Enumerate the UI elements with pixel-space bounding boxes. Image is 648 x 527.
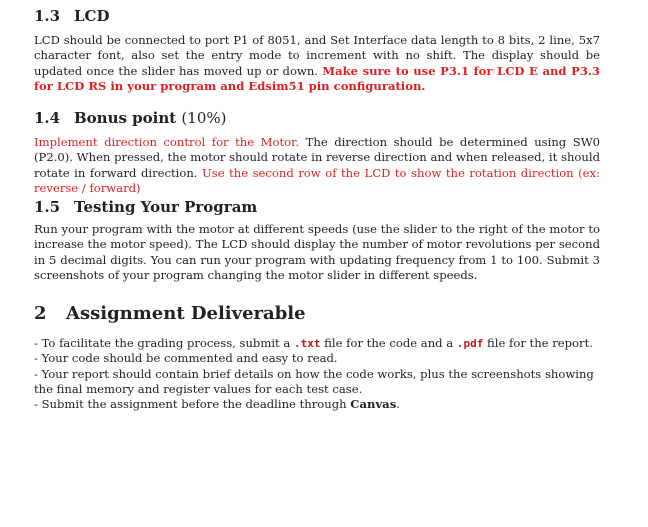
canvas-name: Canvas xyxy=(350,397,397,412)
bonus-paragraph xyxy=(34,135,600,196)
section-title: Testing Your Program xyxy=(74,198,258,216)
list-item-text: - Your report should contain brief details on how the code works, plus the screenshots showing the final memory and register values for each test case. xyxy=(34,366,594,396)
bonus-text: The direction should be determined using SW0 (P2.0). When pressed, the motor should rotate in reverse direction and when released, it should rotate in forward direction. xyxy=(34,135,600,180)
txt-extension: .txt xyxy=(294,337,321,350)
list-item-text: - To facilitate the grading process, submit a xyxy=(34,336,294,350)
pdf-extension: .pdf xyxy=(456,337,484,350)
section-number: 2 xyxy=(34,303,47,324)
bonus-direction-control: Implement direction control for the Motor. xyxy=(34,135,300,149)
list-item xyxy=(34,397,600,412)
list-item-text: file for the report. xyxy=(483,336,593,350)
list-item-text: - Your code should be commented and easy to read. xyxy=(34,351,338,366)
list-item-text: file for the code and a xyxy=(320,336,457,350)
section-title: Bonus point xyxy=(74,109,177,127)
list-item xyxy=(34,351,600,366)
section-number: 1.4 xyxy=(34,109,61,127)
bonus-lcd-row-note: Use the second row of the LCD to show the rotation direction (ex: reverse / forward) xyxy=(34,165,600,195)
section-heading-deliverable xyxy=(34,303,306,324)
section-heading-testing xyxy=(34,198,257,216)
bonus-points: (10%) xyxy=(181,109,227,127)
section-title: Assignment Deliverable xyxy=(66,303,306,324)
list-item xyxy=(34,367,600,398)
section-number: 1.5 xyxy=(34,198,61,216)
list-item-text: . xyxy=(396,397,400,412)
deliverable-list xyxy=(34,336,600,412)
lcd-paragraph xyxy=(34,33,600,94)
section-number: 1.3 xyxy=(34,7,61,25)
lcd-pin-note: Make sure to use P3.1 for LCD E and P3.3 for LCD RS in your program and Edsim51 pin configuration. xyxy=(34,63,600,93)
section-title: LCD xyxy=(74,7,110,25)
testing-paragraph xyxy=(34,222,600,283)
section-heading-bonus xyxy=(34,109,226,127)
testing-text: Run your program with the motor at different speeds (use the slider to the right of the motor to increase the motor speed). The LCD should display the number of motor revolutions per second in 5 decimal digits. You can run your program with updating frequency from 1 to 100. Submit 3 screenshots of your program changing the motor slider in different speeds. xyxy=(34,222,600,282)
list-item-text: - Submit the assignment before the deadline through xyxy=(34,397,351,412)
lcd-text: LCD should be connected to port P1 of 8051, and Set Interface data length to 8 bits, 2 line, 5x7 character font, also set the entry mode to increment with no shift. The display should be updated once the slider has moved up or down. xyxy=(34,33,600,78)
list-item xyxy=(34,336,600,351)
section-heading-lcd xyxy=(34,7,110,25)
